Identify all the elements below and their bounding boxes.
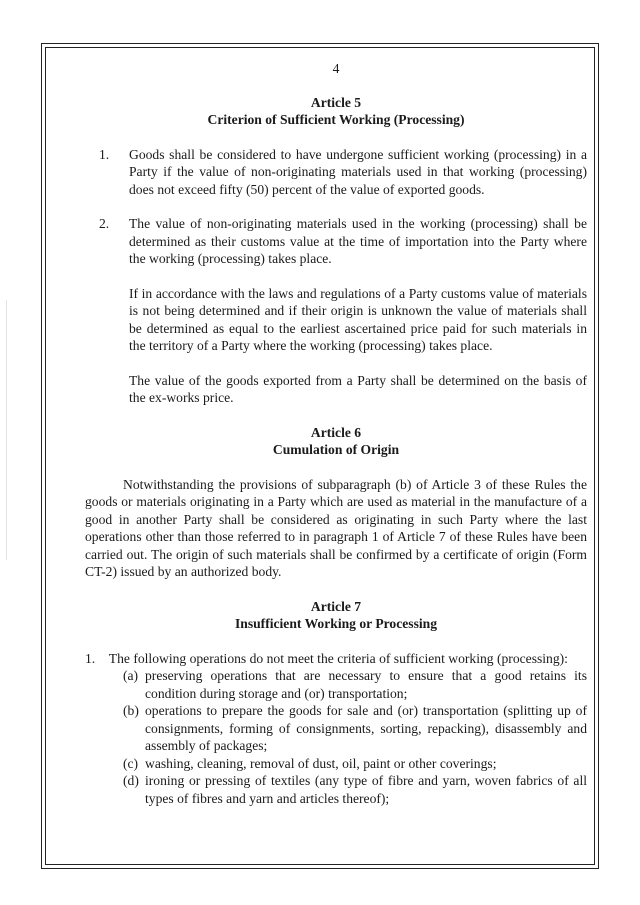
page-number: 4: [332, 61, 340, 76]
item-label: (c): [123, 755, 139, 771]
document-body: [85, 60, 587, 807]
article-7-item-c: [85, 755, 587, 773]
article-5-paragraph-2-continued: If in accordance with the laws and regulations of a Party customs value of materials is not being determined and if their origin is unknown the value of materials shall be determined as equal to the earliest ascertained price paid for such materials in the territory of a Party where the working (processing) takes place.: [129, 285, 587, 353]
article-7-paragraph-1-lead: 1. The following operations do not meet the criteria of sufficient working (processing):: [85, 650, 568, 666]
article-6-text: Notwithstanding the provisions of subparagraph (b) of Article 3 of these Rules the goods or materials originating in a Party which are used as material in the manufacture of a good in another Party shall be considered as originating in such Party where the last operations other than those referred to in paragraph 1 of Article 7 of these Rules have been carried out. The origin of such materials shall be confirmed by a certificate of origin (Form CT-2) issued by an authorized body.: [85, 476, 587, 579]
paragraph-number: 2.: [99, 216, 110, 231]
item-label: (a): [123, 668, 139, 683]
article-7-title: Insufficient Working or Processing: [234, 616, 438, 631]
item-text: ironing or pressing of textiles (any type of fibre and yarn, woven fabrics of all types of fibres and yarn and articles thereof);: [145, 773, 587, 806]
article-7-item-b: [85, 702, 587, 755]
article-7-item-a: [85, 667, 587, 702]
paragraph-text: Goods shall be considered to have undergone sufficient working (processing) in a Party if the value of non-originating materials used in that working (processing) does not exceed fifty (50) percent of the value of exported goods.: [129, 146, 587, 197]
item-text: washing, cleaning, removal of dust, oil, paint or other coverings;: [145, 755, 497, 771]
article-5-paragraph-2-ex-works: The value of the goods exported from a Party shall be determined on the basis of the ex-works price.: [129, 372, 587, 405]
paragraph-number: 1.: [99, 146, 110, 162]
item-label: (b): [123, 703, 139, 718]
item-text: operations to prepare the goods for sale and (or) transportation (splitting up of consignments, forming of consignments, sorting, repacking), disassembly and assembly of packages;: [145, 703, 587, 753]
article-5-title: Criterion of Sufficient Working (Processing): [207, 112, 465, 127]
article-5-paragraph-1: [85, 146, 587, 199]
article-7-item-d: [85, 772, 587, 807]
article-7-heading: Article 7: [310, 598, 362, 614]
item-label: (d): [123, 773, 139, 788]
article-6-title: Cumulation of Origin: [272, 442, 400, 457]
article-5-heading: Article 5: [310, 94, 362, 110]
article-5-paragraph-2: [85, 215, 587, 268]
item-text: preserving operations that are necessary to ensure that a good retains its condition during storage and (or) transportation;: [145, 668, 587, 701]
scan-edge-mark: [6, 300, 7, 560]
article-6-heading: Article 6: [310, 424, 362, 440]
paragraph-text: The value of non-originating materials used in the working (processing) shall be determined as their customs value at the time of importation into the Party where the working (processing) takes place.: [129, 216, 587, 266]
